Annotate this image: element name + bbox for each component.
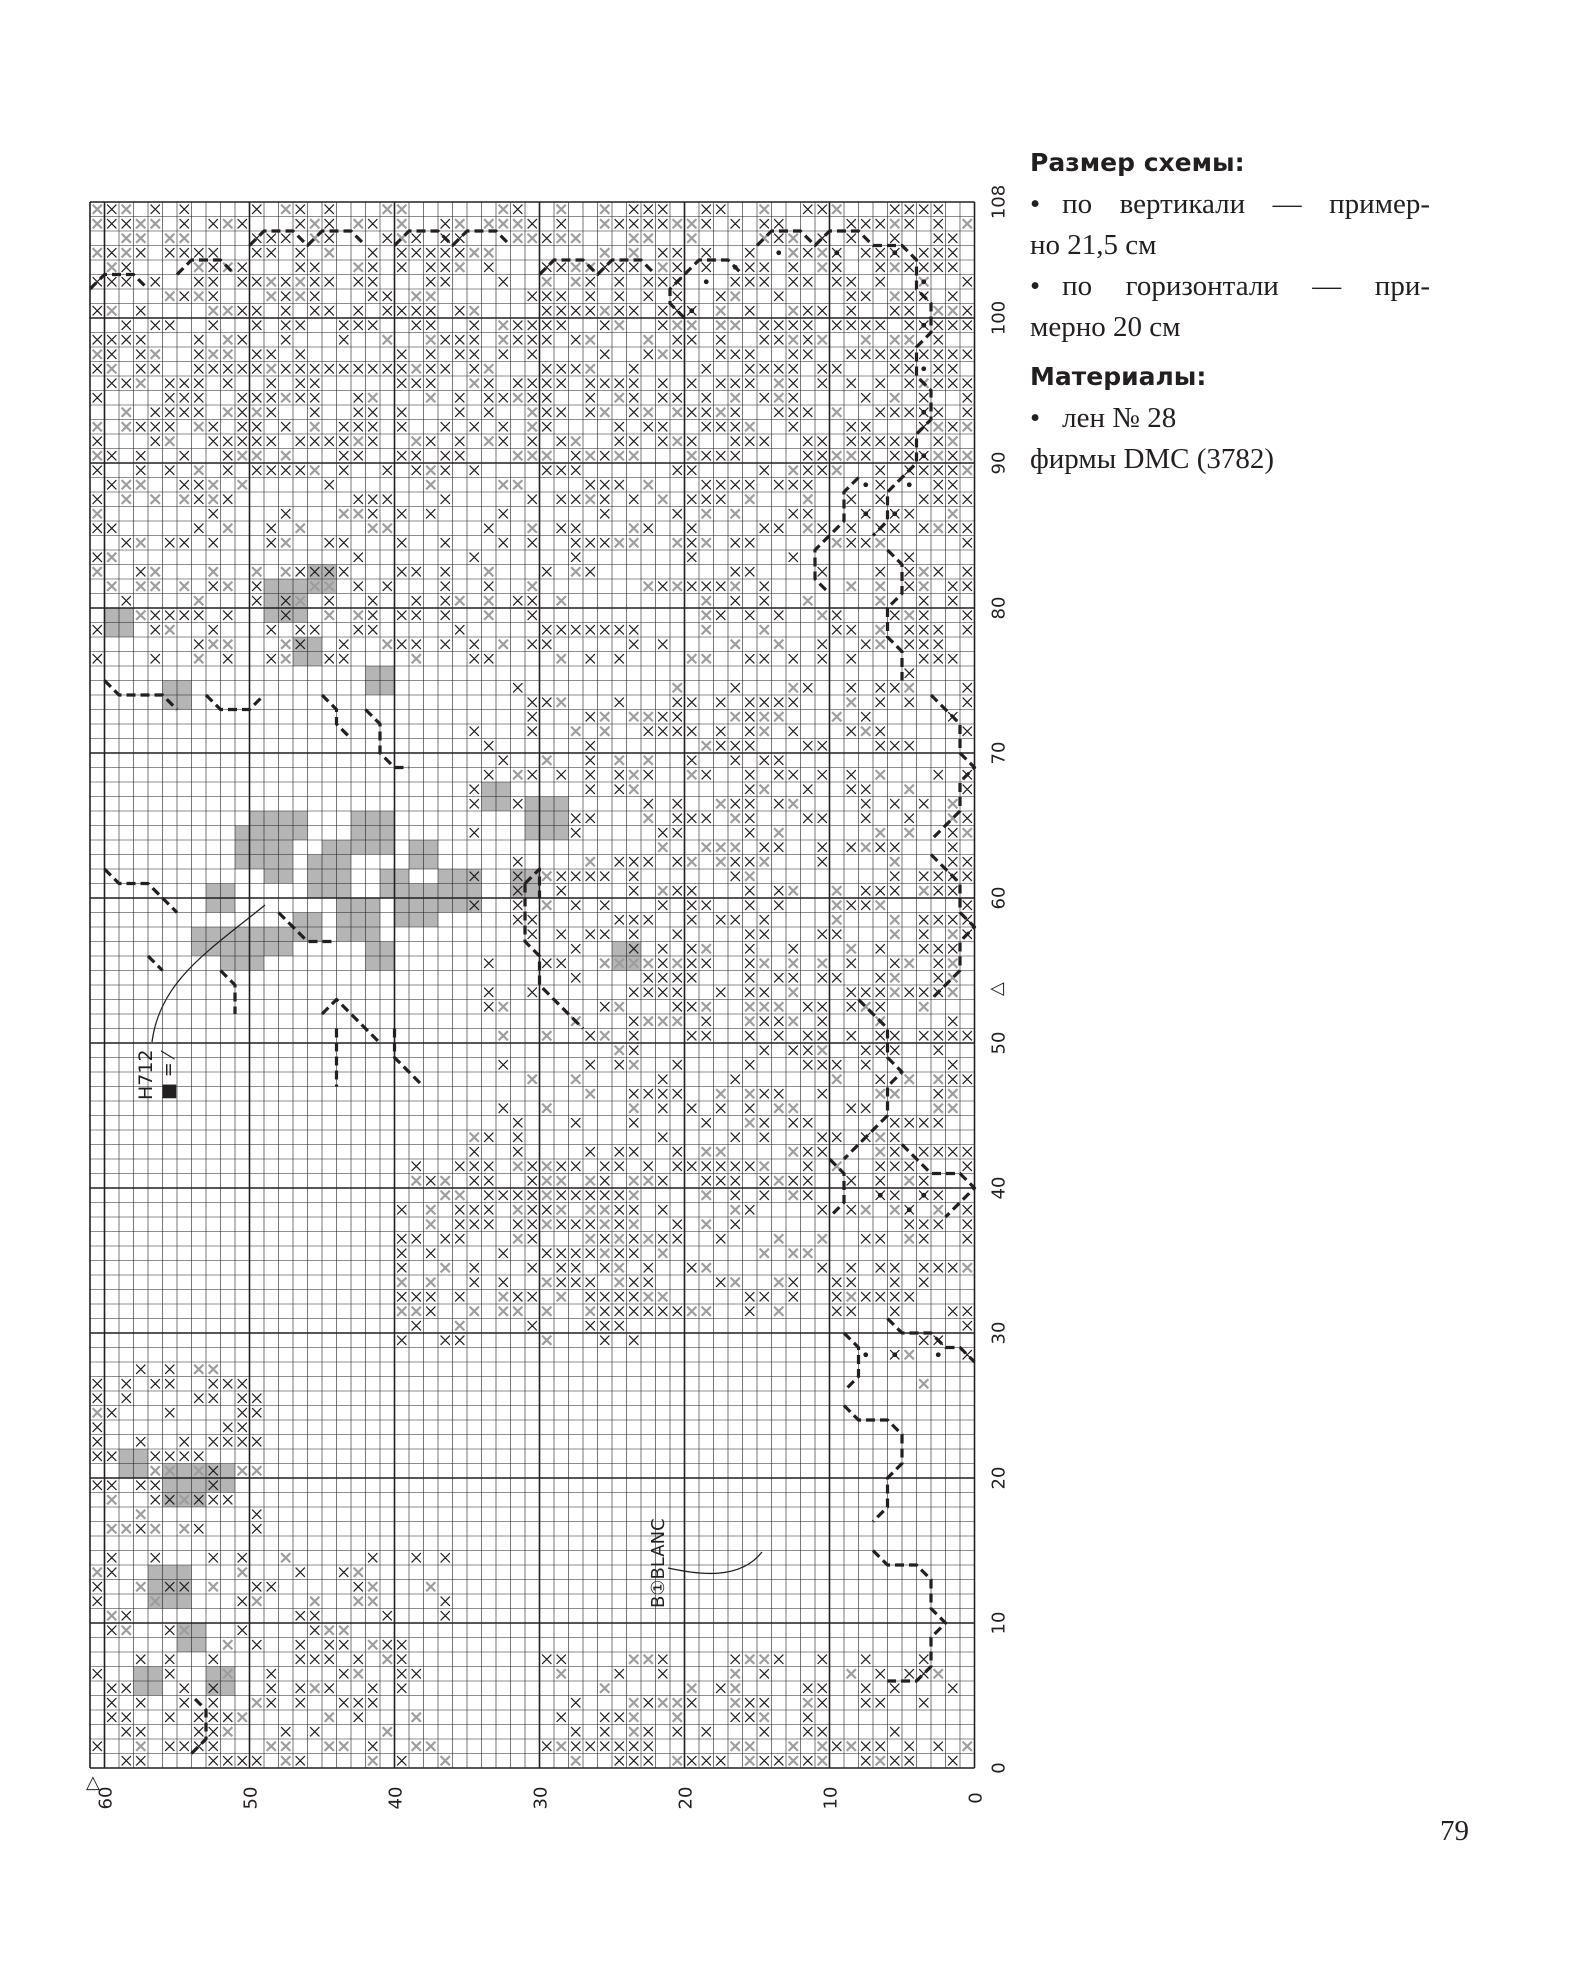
center-marker-right: △: [986, 982, 1007, 996]
column-tick-label: 40: [385, 1786, 407, 1810]
blanc-leader-line: [668, 1552, 762, 1573]
bullet: •: [1030, 188, 1041, 220]
french-knot-dot: [892, 511, 897, 516]
french-knot-dot: [776, 250, 781, 255]
row-tick-label: 108: [988, 184, 1010, 220]
french-knot-dot: [878, 1193, 883, 1198]
h712-leader-line: [152, 905, 265, 1042]
size-horizontal-line2: мерно 20 см: [1030, 311, 1181, 343]
size-vertical-line2: но 21,5 см: [1030, 229, 1157, 261]
h712-symbol: ■ = ⁄: [158, 1053, 179, 1100]
french-knot-dot: [733, 265, 738, 270]
french-knot-dot: [921, 323, 926, 328]
french-knot-dot: [921, 453, 926, 458]
blanc-legend: [648, 1518, 762, 1608]
french-knot-dot: [907, 1207, 912, 1212]
page-number: 79: [1440, 1815, 1469, 1847]
row-tick-label: 0: [988, 1762, 1010, 1774]
bullet: •: [1030, 270, 1041, 302]
grid-layer: [90, 202, 975, 1768]
backstitch-segment: [148, 956, 163, 971]
column-tick-label: 60: [95, 1786, 117, 1810]
bullet: •: [1030, 402, 1041, 434]
material-2: фирмы DMC (3782): [1030, 443, 1275, 475]
french-knot-dot: [704, 279, 709, 284]
row-tick-label: 30: [988, 1321, 1010, 1345]
axis-labels: [96, 185, 1010, 1810]
blanc-label: B①BLANC: [648, 1518, 669, 1608]
row-tick-label: 100: [988, 300, 1010, 336]
french-knot-dot: [921, 279, 926, 284]
size-horizontal-line1: по горизонтали — при-: [1062, 270, 1430, 302]
french-knot-dot: [834, 250, 839, 255]
h712-label: H712: [135, 1049, 157, 1100]
column-tick-label: 30: [530, 1786, 552, 1810]
french-knot-dot: [936, 1352, 941, 1357]
french-knot-dot: [863, 1352, 868, 1357]
backstitch-segment: [873, 1551, 946, 1682]
french-knot-dot: [921, 366, 926, 371]
grid-minor-lines: [90, 202, 975, 1768]
french-knot-dot: [863, 511, 868, 516]
row-tick-label: 20: [988, 1466, 1010, 1490]
backstitch-segment: [221, 971, 236, 1015]
french-knot-dot: [892, 250, 897, 255]
column-tick-label: 50: [240, 1786, 262, 1810]
materials-heading: Материалы:: [1030, 362, 1207, 391]
backstitch-segment: [105, 869, 178, 913]
column-tick-label: 10: [820, 1786, 842, 1810]
column-tick-label: 20: [675, 1786, 697, 1810]
row-tick-label: 80: [988, 596, 1010, 620]
column-tick-label: 0: [965, 1792, 987, 1804]
french-knot-dot: [921, 1193, 926, 1198]
row-tick-label: 90: [988, 451, 1010, 475]
row-tick-label: 60: [988, 886, 1010, 910]
french-knot-dot: [689, 308, 694, 313]
center-marker-bottom: △: [86, 1772, 100, 1793]
size-heading: Размер схемы:: [1030, 148, 1245, 177]
row-tick-label: 50: [988, 1031, 1010, 1055]
row-tick-label: 70: [988, 741, 1010, 765]
row-tick-label: 10: [988, 1611, 1010, 1635]
material-1: лен № 28: [1062, 402, 1177, 434]
french-knot-dot: [921, 410, 926, 415]
row-tick-label: 40: [988, 1176, 1010, 1200]
french-knot-dot: [892, 1352, 897, 1357]
french-knot-dot: [863, 482, 868, 487]
size-vertical-line1: по вертикали — пример-: [1062, 188, 1430, 220]
french-knot-dot: [907, 482, 912, 487]
